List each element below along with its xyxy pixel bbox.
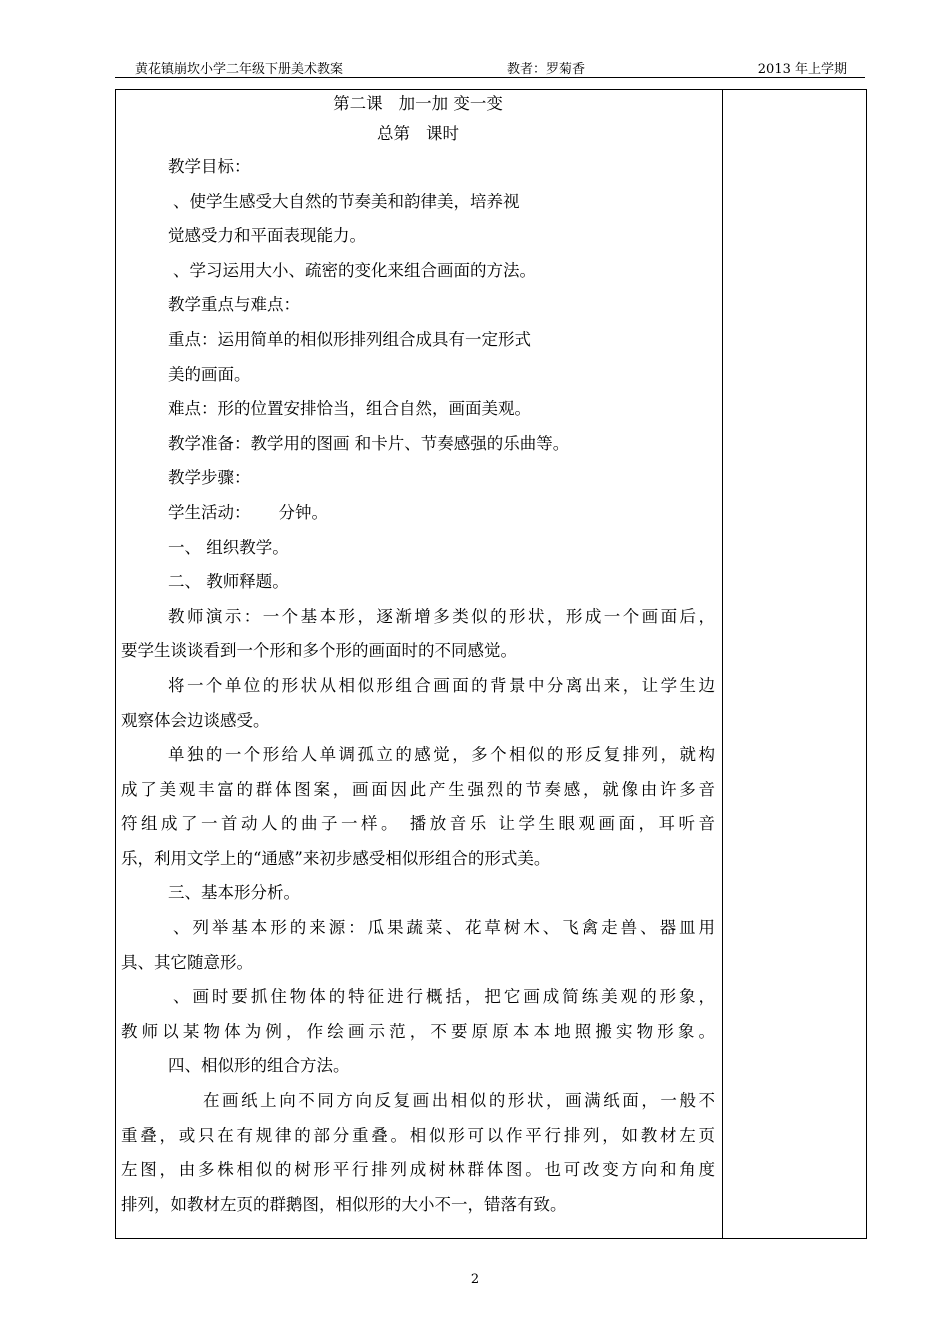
lesson-content	[121, 90, 715, 1222]
student-activity-line: 学生活动： 分钟。	[168, 502, 328, 522]
text-line: 觉感受力和平面表现能力。	[168, 226, 366, 246]
text-line: 教学重点与难点：	[168, 295, 300, 315]
text-line: 一、 组织教学。	[168, 537, 289, 557]
text-line: 难点：形的位置安排恰当，组合自然，画面美观。	[168, 399, 531, 419]
text-line: 、画时要抓住物体的特征进行概括，把它画成简练美观的形象，	[173, 987, 715, 1007]
page-number: 2	[470, 1272, 480, 1287]
text-line: 教师以某物体为例，作绘画示范，不要原原本本地照搬实物形象。	[121, 1021, 715, 1041]
text-line: 单独的一个形给人单调孤立的感觉，多个相似的形反复排列，就构	[168, 745, 715, 765]
header-teacher: 教者：罗菊香	[507, 62, 586, 77]
text-line: 左图，由多株相似的树形平行排列成树林群体图。也可改变方向和角度	[121, 1160, 715, 1180]
lesson-period: 总第 课时	[377, 124, 459, 143]
page-header	[115, 50, 865, 78]
text-line: 四、相似形的组合方法。	[168, 1056, 350, 1076]
text-line: 、列举基本形的来源：瓜果蔬菜、花草树木、飞禽走兽、器皿用	[173, 918, 715, 938]
text-line: 、使学生感受大自然的节奏美和韵律美，培养视	[173, 191, 520, 211]
text-line: 成了美观丰富的群体图案，画面因此产生强烈的节奏感，就像由许多音	[121, 779, 715, 799]
text-line: 要学生谈谈看到一个形和多个形的画面时的不同感觉。	[121, 641, 517, 661]
text-line: 乐，利用文学上的“通感”来初步感受相似形组合的形式美。	[121, 848, 551, 868]
text-line: 教学准备：教学用的图画 和卡片、节奏感强的乐曲等。	[168, 433, 570, 453]
text-line: 美的画面。	[168, 364, 251, 384]
header-school: 黄花镇崩坎小学二年级下册美术教案	[135, 62, 344, 77]
text-line: 在画纸上向不同方向反复画出相似的形状，画满纸面，一般不	[203, 1091, 715, 1111]
text-line: 符组成了一首动人的曲子一样。 播放音乐 让学生眼观画面，耳听音	[121, 814, 715, 834]
text-line: 排列，如教材左页的群鹅图，相似形的大小不一，错落有致。	[121, 1194, 567, 1214]
text-line: 二、 教师释题。	[168, 572, 289, 592]
text-line: 三、基本形分析。	[168, 883, 300, 903]
text-line: 、学习运用大小、疏密的变化来组合画面的方法。	[173, 260, 536, 280]
lesson-table	[115, 89, 867, 1239]
text-line: 观察体会边谈感受。	[121, 710, 270, 730]
text-line: 将一个单位的形状从相似形组合画面的背景中分离出来，让学生边	[168, 675, 715, 695]
lesson-title: 第二课 加一加 变一变	[333, 94, 503, 113]
header-term: 2013 年上学期	[757, 62, 847, 77]
text-line: 教师演示：一个基本形，逐渐增多类似的形状，形成一个画面后，	[168, 606, 715, 626]
text-line: 教学目标：	[168, 157, 251, 176]
text-line: 教学步骤：	[168, 468, 251, 488]
text-line: 重点：运用简单的相似形排列组合成具有一定形式	[168, 329, 531, 349]
column-divider	[722, 90, 723, 1238]
text-line: 具、其它随意形。	[121, 952, 253, 972]
text-line: 重叠，或只在有规律的部分重叠。相似形可以作平行排列，如教材左页	[121, 1125, 715, 1145]
